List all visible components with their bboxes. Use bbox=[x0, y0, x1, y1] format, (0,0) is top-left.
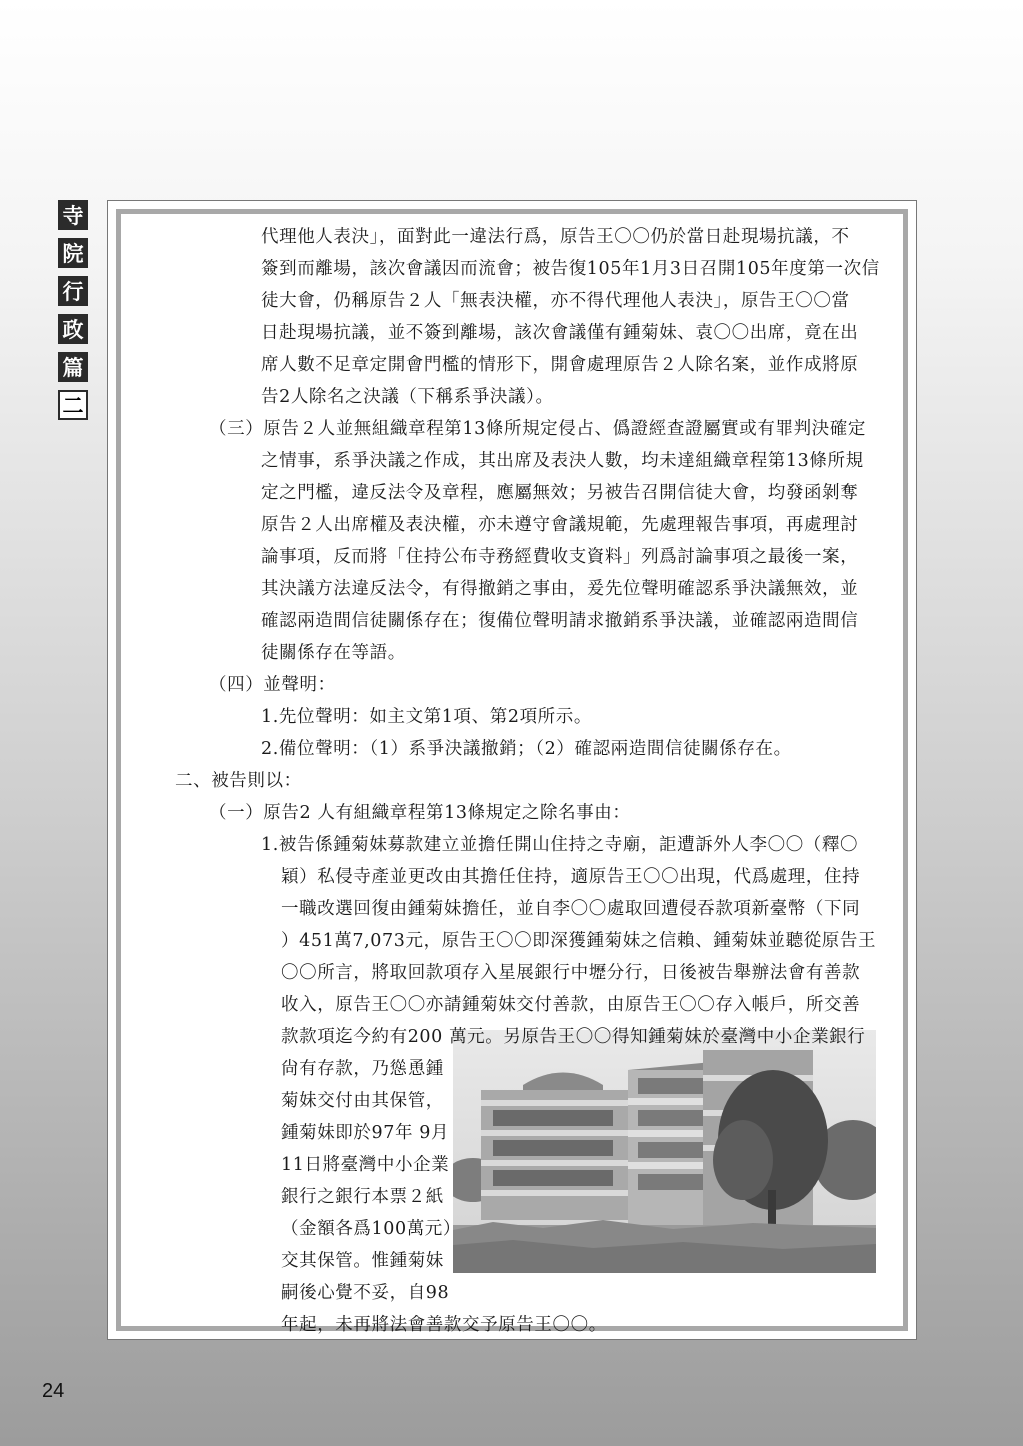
paragraph-line: 代理他人表決」，面對此一違法行爲，原告王〇〇仍於當日赴現場抗議，不 bbox=[261, 227, 850, 247]
paragraph-line: 一職改選回復由鍾菊妹擔任，並自李〇〇處取回遭侵吞款項新臺幣（下同 bbox=[281, 899, 861, 919]
paragraph-line: 穎）私侵寺產並更改由其擔任住持，適原告王〇〇出現，代爲處理，住持 bbox=[281, 867, 861, 887]
paragraph-line: 簽到而離場，該次會議因而流會；被告復105年1月3日召開105年度第一次信 bbox=[261, 259, 880, 279]
paragraph-line: 1.被告係鍾菊妹募款建立並擔任開山住持之寺廟，詎遭訴外人李〇〇（釋〇 bbox=[261, 835, 859, 855]
section-heading: 二、被告則以： bbox=[175, 771, 302, 791]
paragraph-line: （四）並聲明： bbox=[209, 675, 336, 695]
paragraph-line: 尙有存款，乃慫恿鍾 bbox=[281, 1059, 444, 1079]
paragraph-line: 銀行之銀行本票２紙 bbox=[281, 1187, 444, 1207]
paragraph-line: 交其保管。惟鍾菊妹 bbox=[281, 1251, 444, 1271]
side-tab-char: 二 bbox=[58, 390, 88, 420]
paragraph-line: 席人數不足章定開會門檻的情形下，開會處理原告２人除名案，並作成將原 bbox=[261, 355, 859, 375]
page-number: 24 bbox=[42, 1380, 65, 1402]
paragraph-line: 〇〇所言，將取回款項存入星展銀行中壢分行，日後被告舉辦法會有善款 bbox=[281, 963, 861, 983]
paragraph-line: 收入，原告王〇〇亦請鍾菊妹交付善款，由原告王〇〇存入帳戶，所交善 bbox=[281, 995, 861, 1015]
paragraph-line: （三）原告２人並無組織章程第13條所規定侵占、僞證經查證屬實或有罪判決確定 bbox=[209, 419, 866, 439]
paragraph-line: 嗣後心覺不妥，自98 bbox=[281, 1283, 450, 1303]
paragraph-line: 2.備位聲明：（1）系爭決議撤銷；（2）確認兩造間信徒關係存在。 bbox=[261, 739, 792, 759]
paragraph-line: 徒大會，仍稱原告２人「無表決權，亦不得代理他人表決」，原告王〇〇當 bbox=[261, 291, 850, 311]
paragraph-line: 日赴現場抗議，並不簽到離場，該次會議僅有鍾菊妹、袁〇〇出席，竟在出 bbox=[261, 323, 859, 343]
temple-photo bbox=[453, 1030, 876, 1273]
paragraph-line: （一）原告2 人有組織章程第13條規定之除名事由： bbox=[209, 803, 631, 823]
paragraph-line: 款款項迄今約有200 萬元。另原告王〇〇得知鍾菊妹於臺灣中小企業銀行 bbox=[281, 1027, 866, 1047]
paragraph-line: ）451萬7,073元，原告王〇〇即深獲鍾菊妹之信賴、鍾菊妹並聽從原告王 bbox=[281, 931, 877, 951]
side-tab-char: 院 bbox=[58, 238, 88, 268]
paragraph-line: 鍾菊妹即於97年 9月 bbox=[281, 1123, 450, 1143]
side-tab-char: 篇 bbox=[58, 352, 88, 382]
paragraph-line: 確認兩造間信徒關係存在；復備位聲明請求撤銷系爭決議，並確認兩造間信 bbox=[261, 611, 859, 631]
paragraph-line: 徒關係存在等語。 bbox=[261, 643, 406, 663]
paragraph-line: 論事項，反而將「住持公布寺務經費收支資料」列爲討論事項之最後一案， bbox=[261, 547, 859, 567]
paragraph-line: 之情事，系爭決議之作成，其出席及表決人數，均未達組織章程第13條所規 bbox=[261, 451, 864, 471]
paragraph-line: 其決議方法違反法令，有得撤銷之事由，爰先位聲明確認系爭決議無效，並 bbox=[261, 579, 859, 599]
paragraph-line: 定之門檻，違反法令及章程，應屬無效；另被告召開信徒大會，均發函剝奪 bbox=[261, 483, 859, 503]
section-side-tab bbox=[58, 200, 92, 428]
paragraph-line: 告2人除名之決議（下稱系爭決議）。 bbox=[261, 387, 554, 407]
paragraph-line: 年起，未再將法會善款交予原告王〇〇。 bbox=[281, 1315, 607, 1335]
paragraph-line: 11日將臺灣中小企業 bbox=[281, 1155, 450, 1175]
paragraph-line: 1.先位聲明：如主文第1項、第2項所示。 bbox=[261, 707, 592, 727]
side-tab-char: 政 bbox=[58, 314, 88, 344]
paragraph-line: 菊妹交付由其保管， bbox=[281, 1091, 444, 1111]
paragraph-line: （金額各爲100萬元） bbox=[281, 1219, 462, 1239]
side-tab-char: 寺 bbox=[58, 200, 88, 230]
side-tab-char: 行 bbox=[58, 276, 88, 306]
paragraph-line: 原告２人出席權及表決權，亦未遵守會議規範，先處理報告事項，再處理討 bbox=[261, 515, 859, 535]
